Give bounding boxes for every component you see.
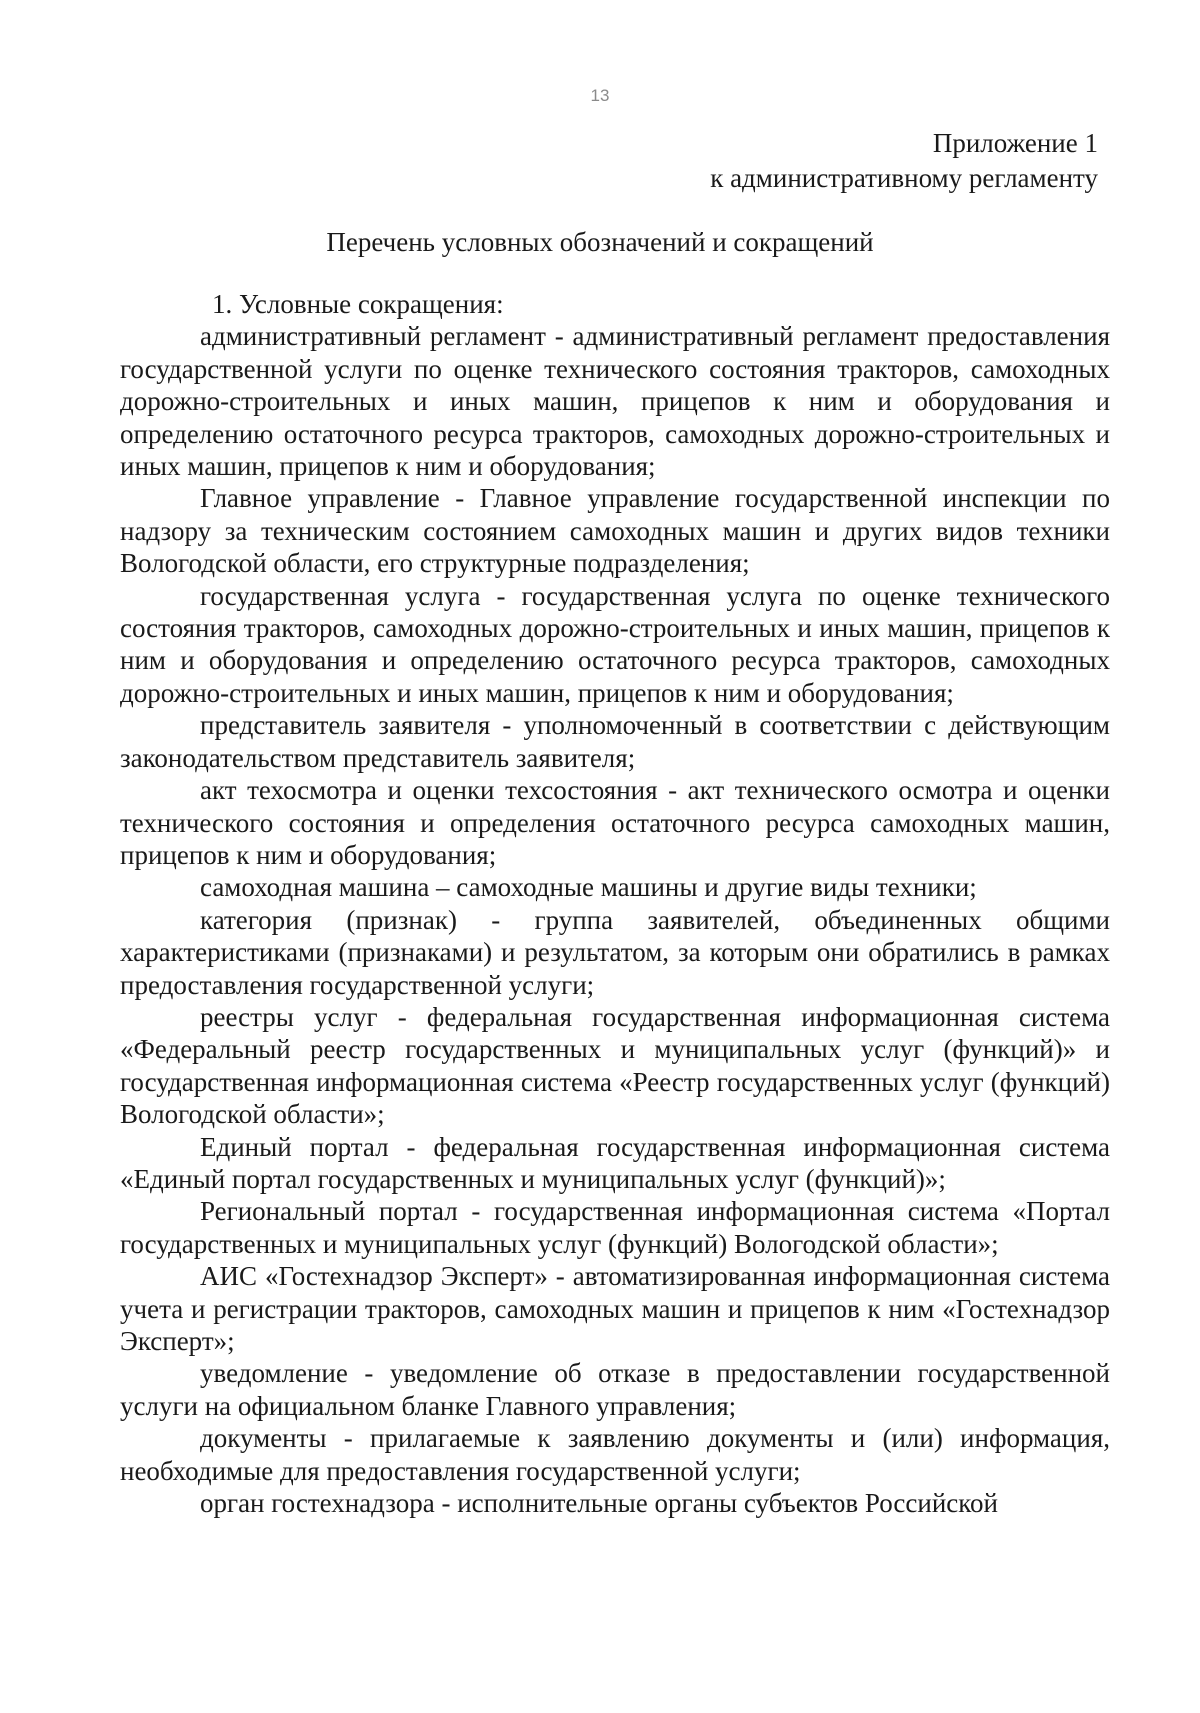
definition-paragraph: акт техосмотра и оценки техсостояния - акт технического осмотра и оценки технического состояния и определения остаточного ресурса самоходных машин, прицепов к ним и оборудования;: [120, 775, 1110, 870]
document-title: Перечень условных обозначений и сокращений: [326, 227, 874, 257]
definition-paragraph: Главное управление - Главное управление государственной инспекции по надзору за техническим состоянием самоходных машин и других видов техники Вологодской области, его структурные подразделения;: [120, 483, 1110, 579]
definition-paragraph: административный регламент - административный регламент предоставления государственной услуги по оценке технического состояния тракторов, самоходных дорожно-строительных и иных машин, прицепов к ним и оборудования и определению остаточного ресурса тракторов, самоходных дорожно-строительных и иных машин, прицепов к ним и оборудования;: [120, 321, 1110, 482]
page-number: 13: [590, 86, 610, 105]
document-body: [120, 288, 1110, 1519]
definition-paragraph: категория (признак) - группа заявителей, объединенных общими характеристиками (признаками) и результатом, за которым они обратились в рамках предоставления государственной услуги;: [120, 904, 1110, 1000]
definition-paragraph: уведомление - уведомление об отказе в предоставлении государственной услуги на официальном бланке Главного управления;: [120, 1358, 1110, 1421]
appendix-line-1: Приложение 1: [932, 128, 1098, 158]
definition-paragraph: представитель заявителя - уполномоченный в соответствии с действующим законодательством представитель заявителя;: [120, 710, 1110, 773]
definition-paragraph: АИС «Гостехнадзор Эксперт» - автоматизированная информационная система учета и регистрации тракторов, самоходных машин и прицепов к ним «Гостехнадзор Эксперт»;: [120, 1261, 1110, 1356]
appendix-line-2: к административному регламенту: [710, 163, 1098, 193]
definition-paragraph: реестры услуг - федеральная государственная информационная система «Федеральный реестр государственных и муниципальных услуг (функций)» и государственная информационная система «Реестр государственных услуг (функций) Вологодской области»;: [120, 1001, 1110, 1130]
definition-paragraph: самоходная машина – самоходные машины и другие виды техники;: [200, 872, 977, 903]
definition-paragraph: орган гостехнадзора - исполнительные органы субъектов Российской: [200, 1488, 998, 1519]
definition-paragraph: Единый портал - федеральная государственная информационная система «Единый портал государственных и муниципальных услуг (функций)»;: [120, 1131, 1110, 1194]
definition-paragraph: государственная услуга - государственная услуга по оценке технического состояния тракторов, самоходных дорожно-строительных и иных машин, прицепов к ним и оборудования и определению остаточного ресурса тракторов, самоходных дорожно-строительных и иных машин, прицепов к ним и оборудования;: [120, 580, 1110, 708]
section-heading: 1. Условные сокращения:: [212, 289, 504, 319]
definition-paragraph: документы - прилагаемые к заявлению документы и (или) информация, необходимые для предоставления государственной услуги;: [120, 1423, 1110, 1486]
definition-paragraph: Региональный портал - государственная информационная система «Портал государственных и муниципальных услуг (функций) Вологодской области»;: [120, 1196, 1110, 1259]
appendix-header: [710, 126, 1098, 196]
